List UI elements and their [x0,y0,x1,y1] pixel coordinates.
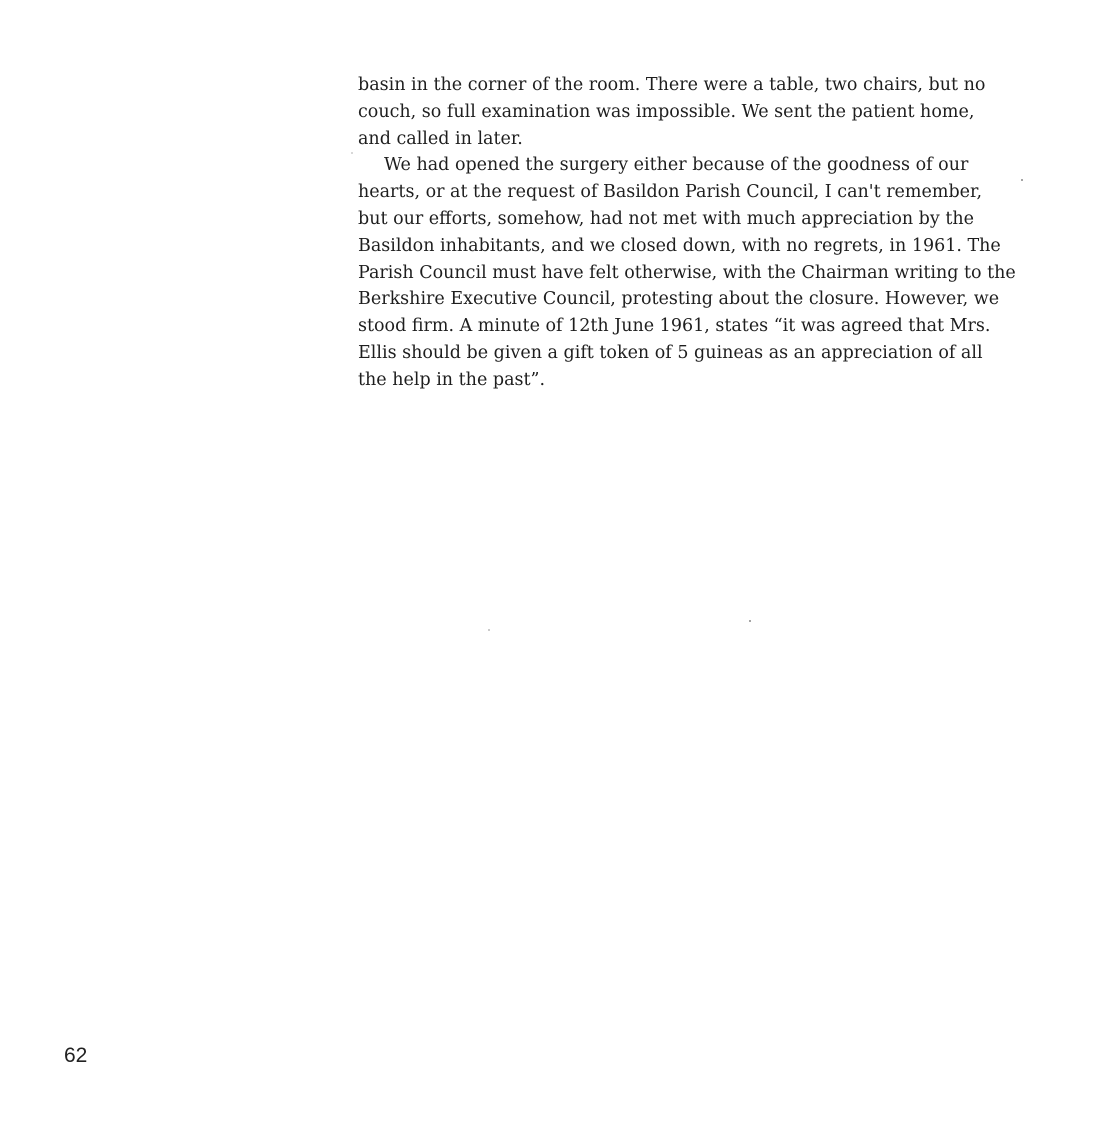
scan-speck [488,629,490,631]
scan-speck [749,620,751,622]
text-line: stood firm. A minute of 12th June 1961, states “it was agreed that Mrs. [358,316,991,337]
text-line: Berkshire Executive Council, protesting about the closure. However, we [358,289,1000,310]
scan-speck [1021,179,1023,181]
text-line: couch, so full examination was impossible. We sent the patient home, [358,101,975,122]
scan-speck [351,152,353,154]
body-text [358,72,1016,394]
text-line: Basildon inhabitants, and we closed down, with no regrets, in 1961. The [358,235,1001,256]
text-line: hearts, or at the request of Basildon Parish Council, I can't remember, [358,182,983,203]
text-line: basin in the corner of the room. There were a table, two chairs, but no [358,75,986,95]
paragraph-2 [358,152,1016,393]
text-line: but our efforts, somehow, had not met with much appreciation by the [358,208,974,229]
text-line: Ellis should be given a gift token of 5 guineas as an appreciation of all [358,342,983,363]
text-line: Parish Council must have felt otherwise, with the Chairman writing to the [358,262,1016,283]
page-number: 62 [64,1044,88,1067]
text-line: the help in the past”. [358,369,546,390]
text-line: We had opened the surgery either because of the goodness of our [384,155,969,176]
paragraph-1 [358,72,986,152]
text-line: and called in later. [358,128,523,149]
